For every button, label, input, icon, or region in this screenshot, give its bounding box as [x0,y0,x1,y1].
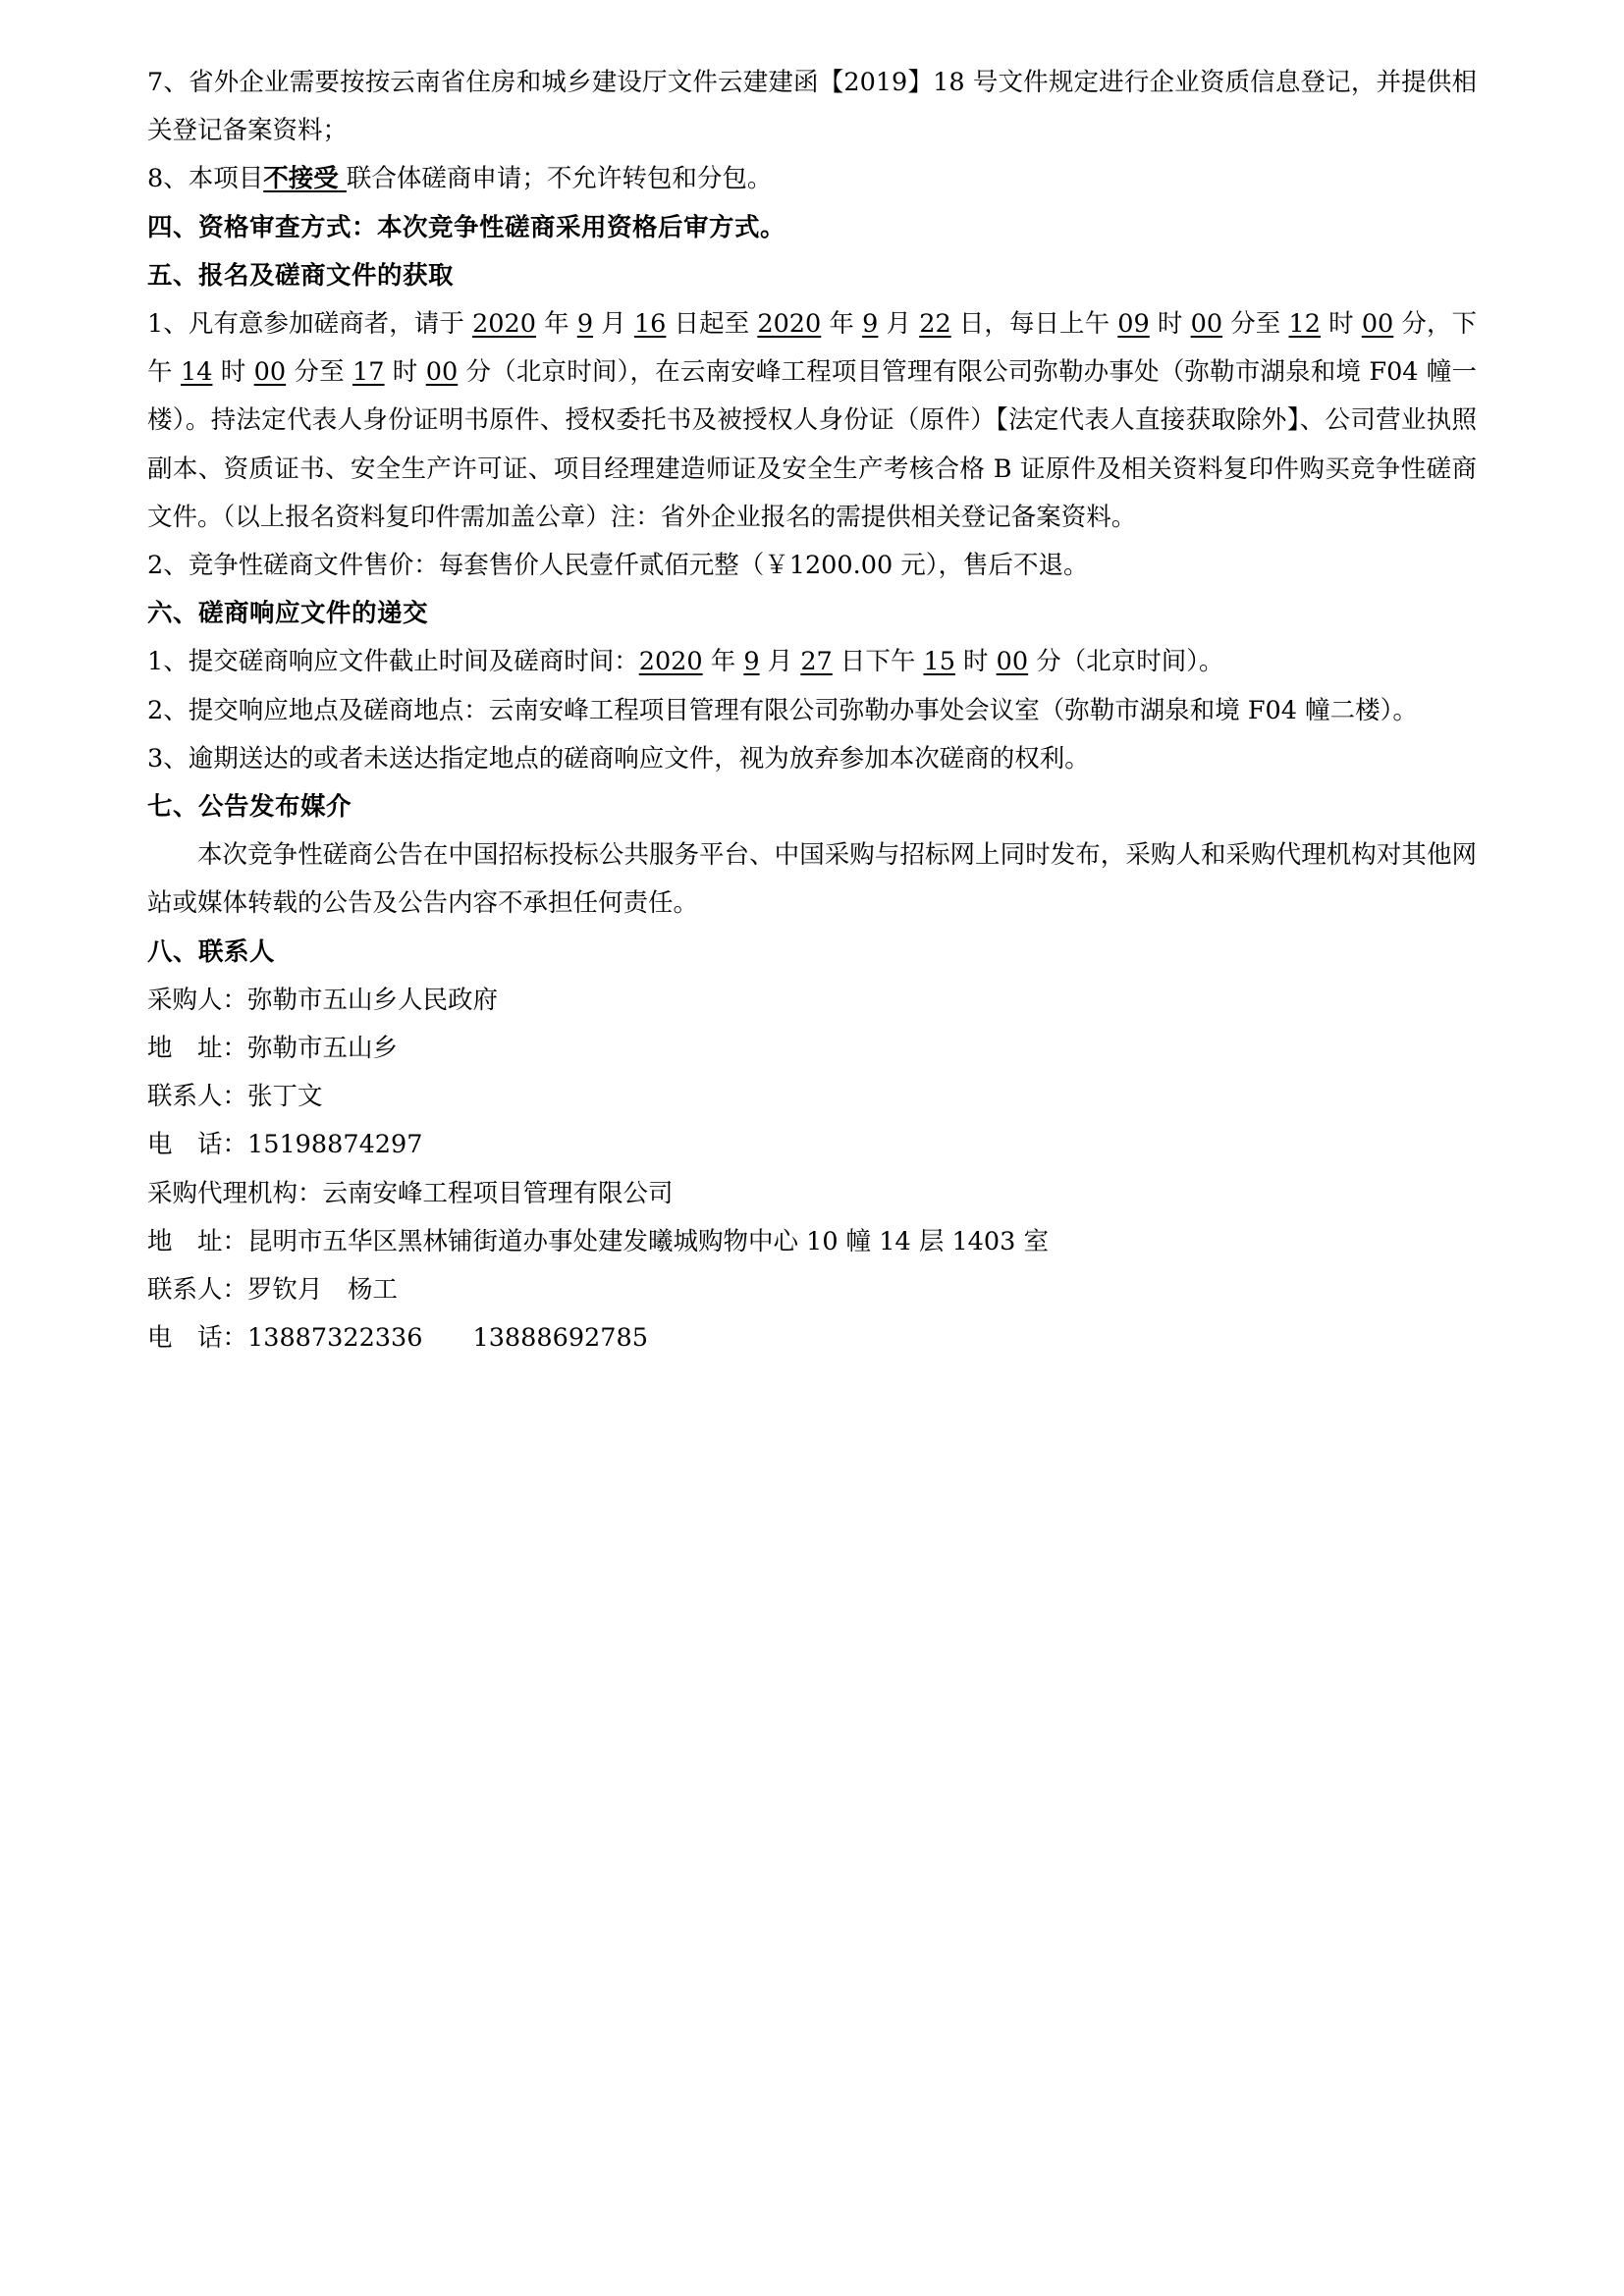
contact-purchaser-person-label: 联系人： [147,1082,248,1112]
s5-t20: 分，下午 [147,309,1478,388]
section-5-item-2: 2、竞争性磋商文件售价：每套售价人民壹仟贰佰元整（￥1200.00 元），售后不退。 [147,551,1089,581]
document-body [147,59,1477,1362]
contact-agency-address-label: 地 址： [147,1226,248,1256]
contact-agency-value: 云南安峰工程项目管理有限公司 [322,1178,674,1208]
contact-purchaser-label: 采购人： [147,985,248,1015]
s5-t10: 月 [878,309,920,340]
s6-t0: 1、提交磋商响应文件截止时间及磋商时间： [147,647,639,677]
s5-day-start: 16 [633,309,667,340]
s5-pm-hour-end: 17 [352,357,385,388]
section-8-heading: 八、联系人 [147,936,276,967]
contact-purchaser-phone [147,1121,1477,1169]
contact-agency-phone [147,1314,1477,1362]
contact-agency-address [147,1218,1477,1266]
s5-t22: 时 [212,357,254,388]
section-6-item-3: 3、逾期送达的或者未送达指定地点的磋商响应文件，视为放弃参加本次磋商的权利。 [147,743,1090,774]
section-7-body: 本次竞争性磋商公告在中国招标投标公共服务平台、中国采购与招标网上同时发布，采购人和采购代理机构对其他网站或媒体转载的公告及公告内容不承担任何责任。 [147,840,1477,919]
s5-pm-hour-start: 14 [180,357,213,388]
contact-agency-person-value: 罗钦月 杨工 [247,1275,399,1306]
s5-am-hour-end: 12 [1288,309,1321,340]
s5-month-end: 9 [862,309,879,340]
s6-minute: 00 [996,647,1029,677]
section-4-heading: 四、资格审查方式： [147,212,378,242]
s5-t8: 年 [821,309,863,340]
s6-month: 9 [743,647,760,677]
clause-8-suffix: 联合体磋商申请；不允许转包和分包。 [346,164,773,194]
contact-agency-person [147,1266,1477,1314]
contact-purchaser-address-label: 地 址： [147,1034,248,1064]
s5-t2: 年 [535,309,577,340]
clause-8 [147,155,1477,203]
contact-agency-address-value: 昆明市五华区黑林铺街道办事处建发曦城购物中心 10 幢 14 层 1403 室 [247,1226,1049,1256]
contact-purchaser-value: 弥勒市五山乡人民政府 [247,985,499,1015]
s6-t2: 年 [702,647,744,677]
section-4 [147,204,1477,252]
contact-agency-phone-value: 13887322336 13888692785 [247,1323,648,1354]
s6-hour: 15 [923,647,955,677]
s5-pm-min-end: 00 [425,357,459,388]
section-6-heading: 六、磋商响应文件的递交 [147,599,429,629]
s5-t18: 时 [1320,309,1362,340]
s6-day: 27 [800,647,833,677]
contact-purchaser-person-value: 张丁文 [247,1082,323,1112]
s5-t0: 1、凡有意参加磋商者，请于 [147,309,473,340]
s6-t8: 时 [954,647,997,677]
section-7-heading: 七、公告发布媒介 [147,792,352,823]
contact-agency [147,1170,1477,1218]
s5-t26: 时 [384,357,426,388]
clause-7: 7、省外企业需要按按云南省住房和城乡建设厅文件云建建函【2019】18 号文件规定进行企业资质信息登记，并提供相关登记备案资料； [147,68,1477,146]
contact-purchaser-address-value: 弥勒市五山乡 [247,1034,399,1064]
s5-pm-min-start: 00 [253,357,287,388]
s5-t28: 分（北京时间），在云南安峰工程项目管理有限公司弥勒办事处（弥勒市湖泉和境 F04 幢一楼）。持法定代表人身份证明书原件、授权委托书及被授权人身份证（原件）【法定代表人直接获取除外】、公司营业执照副本、资质证书、安全生产许可证、项目经理建造师证及安全生产考核合格 B 证原件及相关资料复印件购买竞争性磋商文件。（以上报名资料复印件需加盖公章）注：省外企业报名的需提供相关登记备案资料。 [147,357,1477,532]
contact-purchaser [147,977,1477,1025]
section-5-item-1 [147,300,1477,542]
s5-t12: 日，每日上午 [950,309,1118,340]
s5-am-min-start: 00 [1190,309,1223,340]
s6-t10: 分（北京时间）。 [1028,647,1224,677]
s5-t4: 月 [593,309,634,340]
s5-am-min-end: 00 [1361,309,1394,340]
s5-am-hour-start: 09 [1117,309,1150,340]
s5-year-end: 2020 [757,309,822,340]
contact-purchaser-phone-label: 电 话： [147,1130,248,1160]
s5-t16: 分至 [1222,309,1289,340]
contact-purchaser-phone-value: 15198874297 [247,1130,423,1160]
contact-purchaser-address [147,1025,1477,1073]
clause-8-prefix: 8、本项目 [147,164,264,194]
section-6-item-1 [147,638,1477,686]
section-5-heading: 五、报名及磋商文件的获取 [147,260,455,291]
section-6-item-2: 2、提交响应地点及磋商地点：云南安峰工程项目管理有限公司弥勒办事处会议室（弥勒市湖泉和境 F04 幢二楼）。 [147,695,1418,725]
s5-month-start: 9 [576,309,594,340]
s6-t4: 月 [759,647,801,677]
clause-8-emphasis: 不接受 [263,164,339,194]
contact-agency-label: 采购代理机构： [147,1178,323,1208]
contact-agency-person-label: 联系人： [147,1275,248,1306]
s5-day-end: 22 [919,309,951,340]
s6-t6: 日下午 [832,647,924,677]
section-4-body: 本次竞争性磋商采用资格后审方式。 [377,212,786,242]
s6-year: 2020 [638,647,703,677]
s5-t14: 时 [1149,309,1191,340]
s5-year-start: 2020 [472,309,536,340]
contact-purchaser-person [147,1073,1477,1121]
s5-t24: 分至 [286,357,353,388]
contact-agency-phone-label: 电 话： [147,1323,248,1354]
s5-t6: 日起至 [666,309,758,340]
